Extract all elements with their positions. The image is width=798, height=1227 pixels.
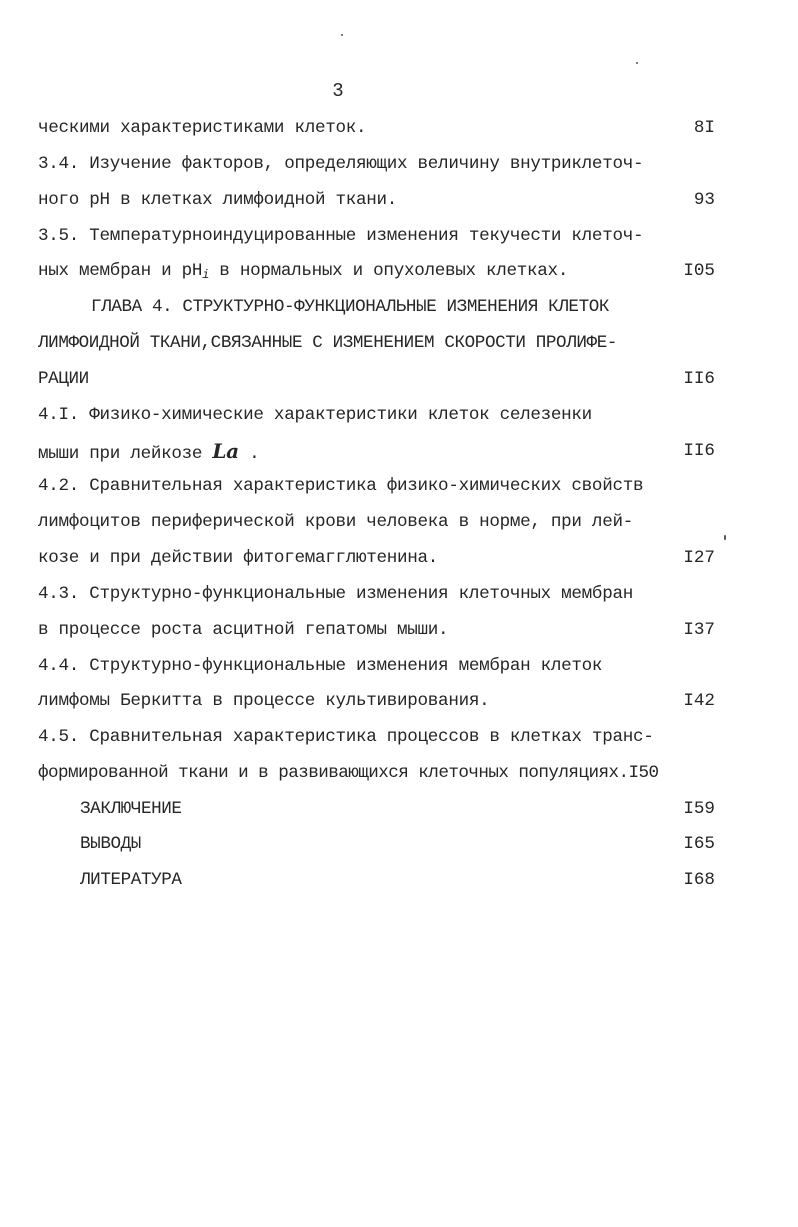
toc-line: ного рН в клетках лимфоидной ткани. — [38, 190, 398, 210]
toc-text: в нормальных и опухолевых клетках. — [209, 261, 569, 281]
scan-speck — [724, 535, 726, 540]
toc-line: лимфомы Беркитта в процессе культивирования. — [38, 691, 490, 711]
toc-page-ref: I65 — [683, 834, 715, 854]
toc-line: козе и при действии фитогемагглютенина. — [38, 548, 439, 568]
toc-line: лимфоцитов периферической крови человека в норме, при лей- — [38, 512, 633, 532]
toc-line: ческими характеристиками клеток. — [38, 118, 367, 138]
scan-speck — [636, 62, 638, 64]
chapter-heading: ЛИМФОИДНОЙ ТКАНИ,СВЯЗАННЫЕ С ИЗМЕНЕНИЕМ СКОРОСТИ ПРОЛИФЕ- — [38, 333, 618, 353]
toc-line — [38, 437, 259, 465]
toc-line — [38, 257, 568, 285]
toc-page-ref: I05 — [683, 261, 715, 281]
toc-line: 4.3. Структурно-функциональные изменения клеточных мембран — [38, 584, 633, 604]
toc-line: 4.4. Структурно-функциональные изменения мембран клеток — [38, 656, 603, 676]
toc-page-ref: I59 — [683, 799, 715, 819]
toc-page-ref: I27 — [683, 548, 715, 568]
ph-subscript: i — [202, 268, 210, 282]
toc-page-ref: II6 — [683, 441, 715, 461]
toc-line: формированной ткани и в развивающихся клеточных популяциях.I50 — [38, 763, 659, 783]
chapter-heading: ГЛАВА 4. СТРУКТУРНО-ФУНКЦИОНАЛЬНЫЕ ИЗМЕНЕНИЯ КЛЕТОК — [91, 297, 610, 317]
toc-line: 3.5. Температурноиндуцированные изменения текучести клеточ- — [38, 226, 644, 246]
toc-line: 3.4. Изучение факторов, определяющих величину внутриклеточ- — [38, 154, 644, 174]
toc-page-ref: 8I — [693, 118, 715, 138]
toc-text: ных мембран и рН — [38, 261, 203, 281]
toc-text: мыши при лейкозе — [38, 444, 213, 464]
toc-section-literature: ЛИТЕРАТУРА — [80, 870, 182, 890]
toc-section-conclusion: ЗАКЛЮЧЕНИЕ — [80, 799, 182, 819]
toc-line: 4.2. Сравнительная характеристика физико-химических свойств — [38, 476, 644, 496]
toc-page-ref: I68 — [683, 870, 715, 890]
la-script: La — [212, 439, 239, 463]
chapter-heading: РАЦИИ — [38, 369, 89, 389]
toc-page-ref: I37 — [683, 620, 715, 640]
toc-section-conclusions: ВЫВОДЫ — [80, 834, 141, 854]
toc-text: . — [238, 444, 260, 464]
page-number: 3 — [332, 80, 344, 102]
toc-page-ref: II6 — [683, 369, 715, 389]
toc-page-ref: I42 — [683, 691, 715, 711]
toc-line: в процессе роста асцитной гепатомы мыши. — [38, 620, 449, 640]
scan-speck — [341, 34, 343, 36]
toc-page-ref: 93 — [693, 190, 715, 210]
toc-line: 4.I. Физико-химические характеристики клеток селезенки — [38, 405, 592, 425]
toc-line: 4.5. Сравнительная характеристика процессов в клетках транс- — [38, 727, 654, 747]
